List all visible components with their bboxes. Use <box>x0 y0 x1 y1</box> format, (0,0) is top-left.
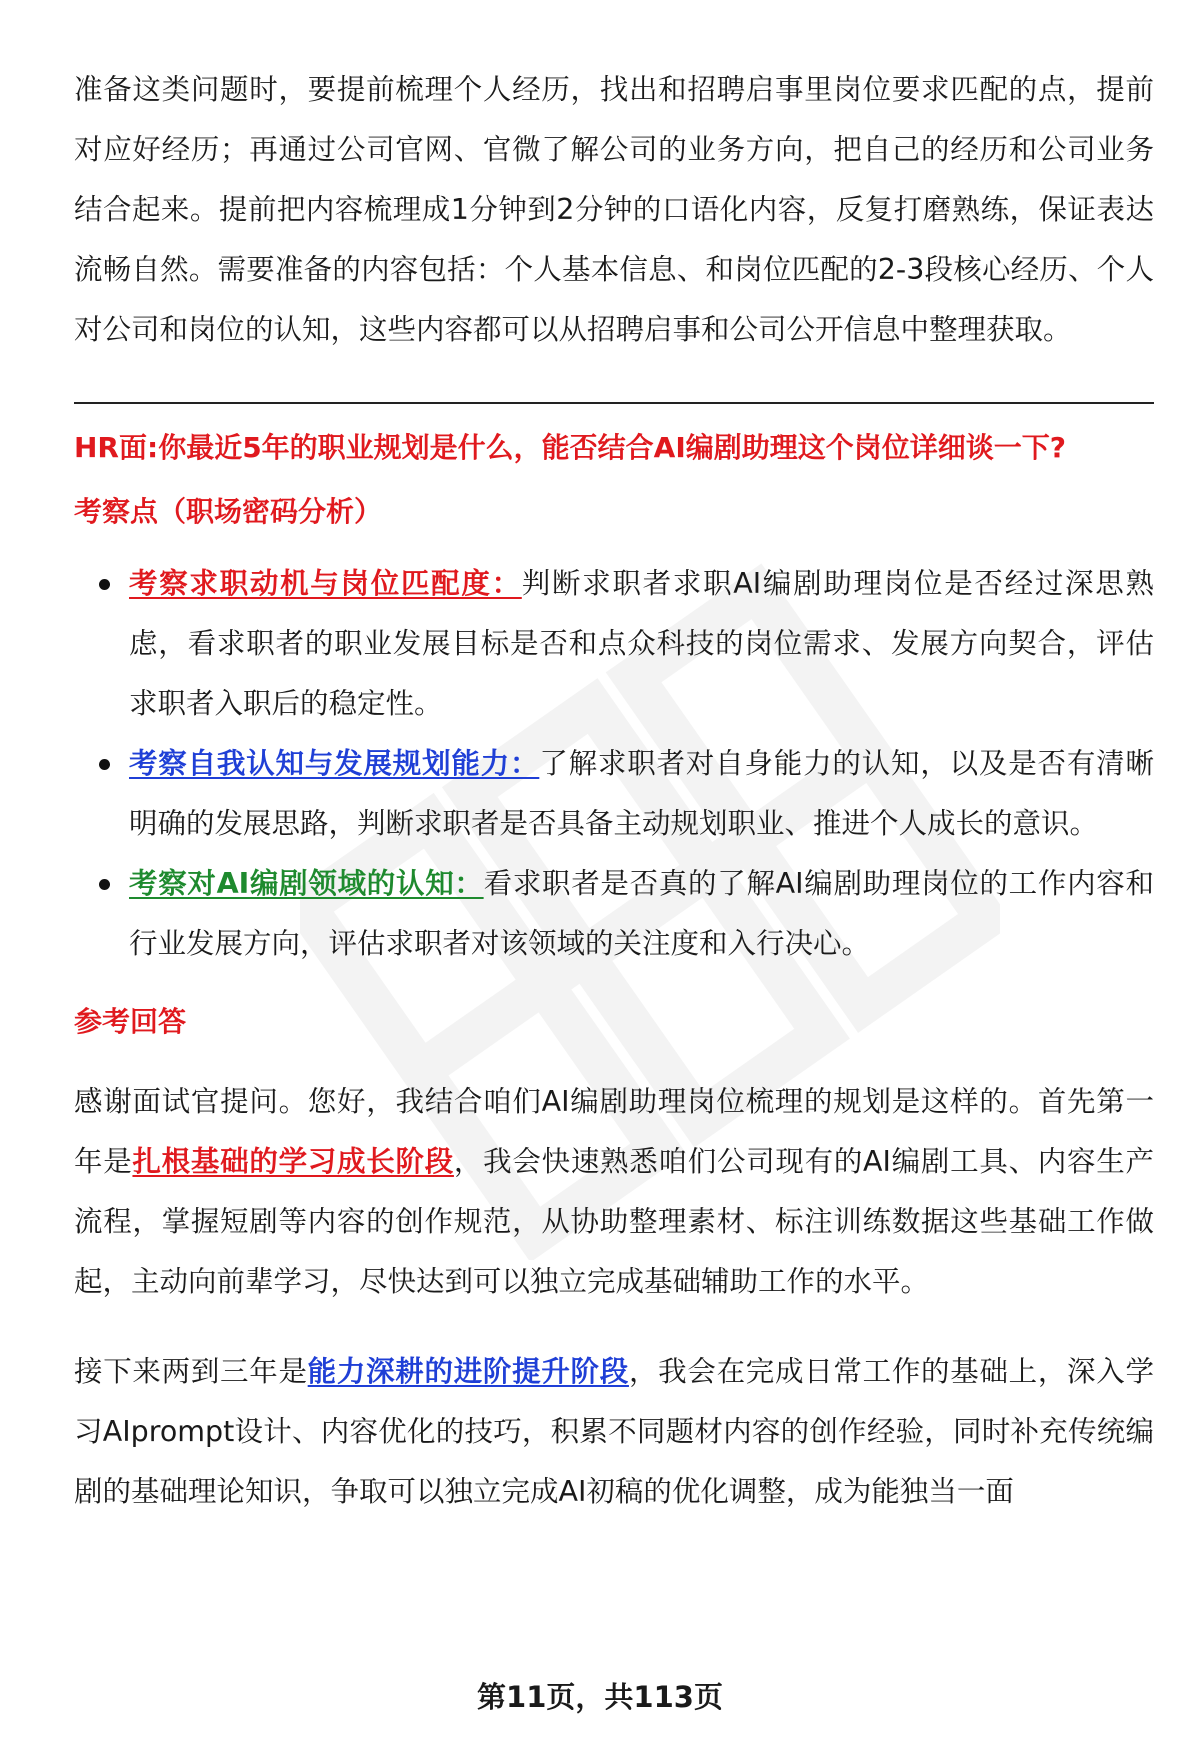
answer-heading: 参考回答 <box>74 1005 187 1038</box>
assessment-point <box>74 734 1154 854</box>
point-keyword: 考察求职动机与岗位匹配度： <box>129 567 522 600</box>
point-keyword: 考察自我认知与发展规划能力： <box>129 747 540 780</box>
page-number-footer: 第11页，共113页 <box>477 1680 723 1714</box>
point-text: 判断求职者求职AI编剧助理岗位是否经过深思熟虑，看求职者的职业发展目标是否和点众科技的岗位需求、发展方向契合，评估求职者入职后的稳定性。 <box>129 567 1154 720</box>
answer-text: ，我会快速熟悉咱们公司现有的AI编剧工具、内容生产流程，掌握短剧等内容的创作规范，从协助整理素材、标注训练数据这些基础工作做起，主动向前辈学习，尽快达到可以独立完成基础辅助工作的水平。 <box>74 1145 1154 1298</box>
assessment-point <box>74 554 1154 734</box>
answer-text: 接下来两到三年是 <box>74 1355 308 1388</box>
answer-highlight: 扎根基础的学习成长阶段 <box>132 1145 454 1178</box>
bullet-icon <box>99 579 110 590</box>
section-divider <box>74 402 1154 404</box>
answer-text: 感谢面试官提问。您好，我结合咱们AI编剧助理岗位梳理的规划是这样的。首先第一年是 <box>74 1085 1154 1178</box>
document-page <box>74 60 1154 1522</box>
answer-text: ，我会在完成日常工作的基础上，深入学习AIprompt设计、内容优化的技巧，积累不同题材内容的创作经验，同时补充传统编剧的基础理论知识，争取可以独立完成AI初稿的优化调整，成为能独当一面 <box>74 1355 1154 1508</box>
assessment-point <box>74 854 1154 974</box>
assessment-heading: 考察点（职场密码分析） <box>74 495 383 528</box>
answer-paragraph-1 <box>74 1072 1154 1312</box>
answer-highlight: 能力深耕的进阶提升阶段 <box>307 1355 629 1388</box>
point-text: 看求职者是否真的了解AI编剧助理岗位的工作内容和行业发展方向，评估求职者对该领域的关注度和入行决心。 <box>129 867 1154 960</box>
intro-paragraph: 准备这类问题时，要提前梳理个人经历，找出和招聘启事里岗位要求匹配的点，提前对应好经历；再通过公司官网、官微了解公司的业务方向，把自己的经历和公司业务结合起来。提前把内容梳理成1分钟到2分钟的口语化内容，反复打磨熟练，保证表达流畅自然。需要准备的内容包括：个人基本信息、和岗位匹配的2-3段核心经历、个人对公司和岗位的认知，这些内容都可以从招聘启事和公司公开信息中整理获取。 <box>74 73 1154 346</box>
answer-paragraph-2 <box>74 1342 1154 1522</box>
question-title: HR面:你最近5年的职业规划是什么，能否结合AI编剧助理这个岗位详细谈一下? <box>74 431 1067 464</box>
bullet-icon <box>99 759 110 770</box>
point-keyword: 考察对AI编剧领域的认知： <box>129 867 484 900</box>
bullet-icon <box>99 879 110 890</box>
assessment-points-list <box>74 554 1154 974</box>
point-text: 了解求职者对自身能力的认知，以及是否有清晰明确的发展思路，判断求职者是否具备主动规划职业、推进个人成长的意识。 <box>129 747 1154 840</box>
